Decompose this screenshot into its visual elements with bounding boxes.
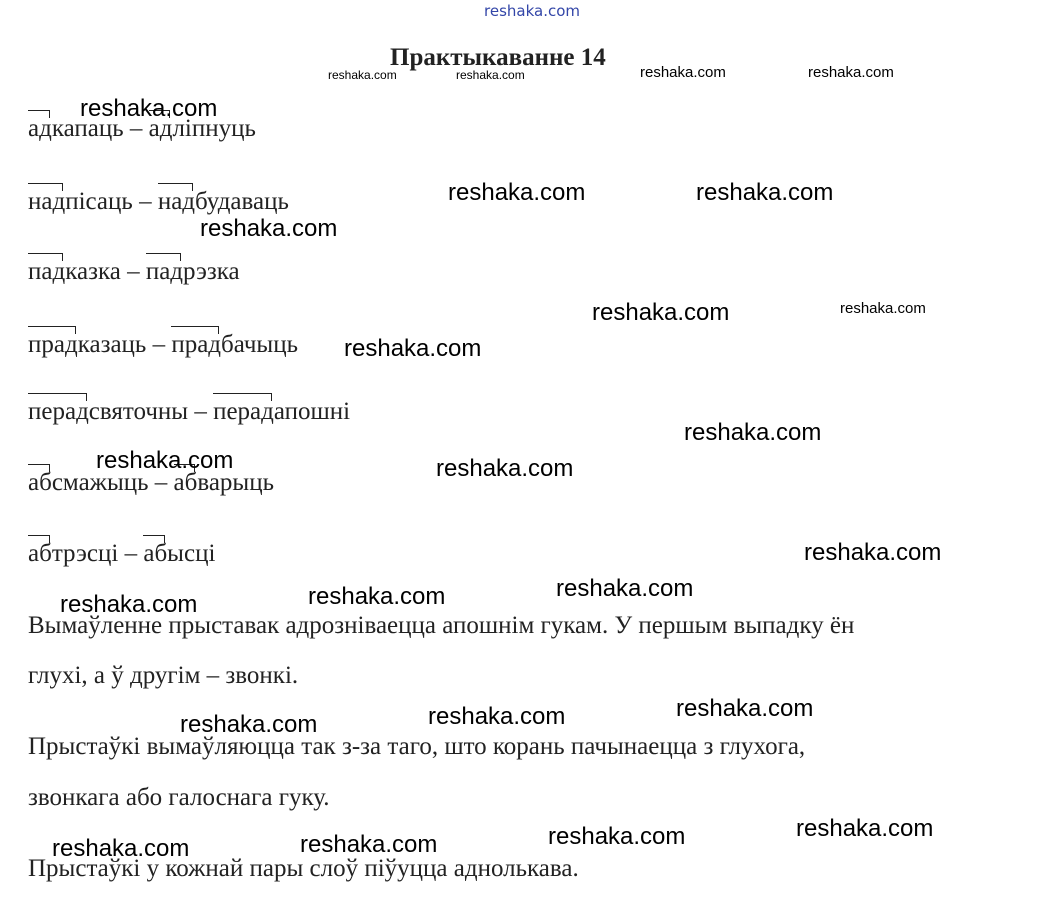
watermark: reshaka.com	[548, 823, 686, 850]
watermark: reshaka.com	[96, 447, 234, 474]
paragraph-line: звонкага або галоснага гуку.	[28, 784, 330, 811]
watermark: reshaka.com	[308, 583, 446, 610]
prefix: над	[157, 188, 196, 215]
prefix: перад	[213, 398, 274, 425]
word-rest: ысці	[167, 540, 216, 567]
watermark: reshaka.com	[448, 179, 586, 206]
watermark: reshaka.com	[60, 591, 198, 618]
watermark: reshaka.com	[180, 711, 318, 738]
prefix: аб	[173, 469, 198, 496]
word-rest: пісаць	[65, 188, 133, 215]
prefix: аб	[28, 469, 52, 496]
paragraph-line: Вымаўленне прыставак адрозніваецца апошнім гукам. У першым выпадку ён	[28, 612, 855, 639]
dash: –	[146, 331, 172, 358]
dash: –	[132, 188, 158, 215]
dash: –	[120, 258, 146, 285]
word-rest: ліпнуць	[172, 115, 256, 142]
watermark: reshaka.com	[840, 300, 926, 317]
word-rest: будаваць	[195, 188, 289, 215]
dash: –	[118, 540, 144, 567]
prefix: перад	[28, 398, 89, 425]
site-link[interactable]: reshaka.com	[484, 2, 580, 20]
paragraph-line: глухі, а ў другім – звонкі.	[28, 662, 299, 689]
watermark: reshaka.com	[592, 299, 730, 326]
exercise-title: Практыкаванне 14	[390, 44, 606, 71]
word-pair	[28, 258, 240, 286]
prefix: над	[28, 188, 66, 215]
word-pair	[28, 188, 289, 216]
watermark: reshaka.com	[456, 68, 525, 82]
word-rest: казка	[65, 258, 121, 285]
watermark: reshaka.com	[52, 835, 190, 862]
prefix: ад	[28, 115, 52, 142]
paragraph-line: Прыстаўкі вымаўляюцца так з-за таго, што корань пачынаецца з глухога,	[28, 733, 806, 760]
word-rest: казаць	[77, 331, 147, 358]
watermark: reshaka.com	[200, 215, 338, 242]
watermark: reshaka.com	[804, 539, 942, 566]
prefix: пад	[145, 258, 184, 285]
watermark: reshaka.com	[676, 695, 814, 722]
word-pair	[28, 398, 350, 426]
dash: –	[148, 469, 174, 496]
word-rest: святочны	[88, 398, 189, 425]
prefix: пад	[28, 258, 66, 285]
prefix: аб	[28, 540, 52, 567]
word-rest: трэсці	[51, 540, 119, 567]
prefix: прад	[171, 331, 222, 358]
word-rest: рэзка	[183, 258, 240, 285]
watermark: reshaka.com	[300, 831, 438, 858]
watermark: reshaka.com	[344, 335, 482, 362]
watermark: reshaka.com	[640, 64, 726, 81]
dash: –	[123, 115, 149, 142]
watermark: reshaka.com	[808, 64, 894, 81]
prefix: ад	[148, 115, 173, 142]
word-rest: апошні	[273, 398, 351, 425]
word-rest: капаць	[51, 115, 124, 142]
dash: –	[188, 398, 214, 425]
paragraph-line: Прыстаўкі у кожнай пары слоў піўуцца аднолькава.	[28, 855, 579, 882]
watermark: reshaka.com	[556, 575, 694, 602]
prefix: аб	[143, 540, 168, 567]
word-rest: смажыць	[51, 469, 149, 496]
watermark: reshaka.com	[796, 815, 934, 842]
watermark: reshaka.com	[436, 455, 574, 482]
word-rest: бачыць	[221, 331, 298, 358]
prefix: прад	[28, 331, 78, 358]
watermark: reshaka.com	[696, 179, 834, 206]
word-pair	[28, 331, 298, 359]
watermark: reshaka.com	[328, 68, 397, 82]
word-pair	[28, 540, 215, 568]
watermark: reshaka.com	[684, 419, 822, 446]
word-rest: варыць	[197, 469, 275, 496]
watermark: reshaka.com	[80, 95, 218, 122]
watermark: reshaka.com	[428, 703, 566, 730]
